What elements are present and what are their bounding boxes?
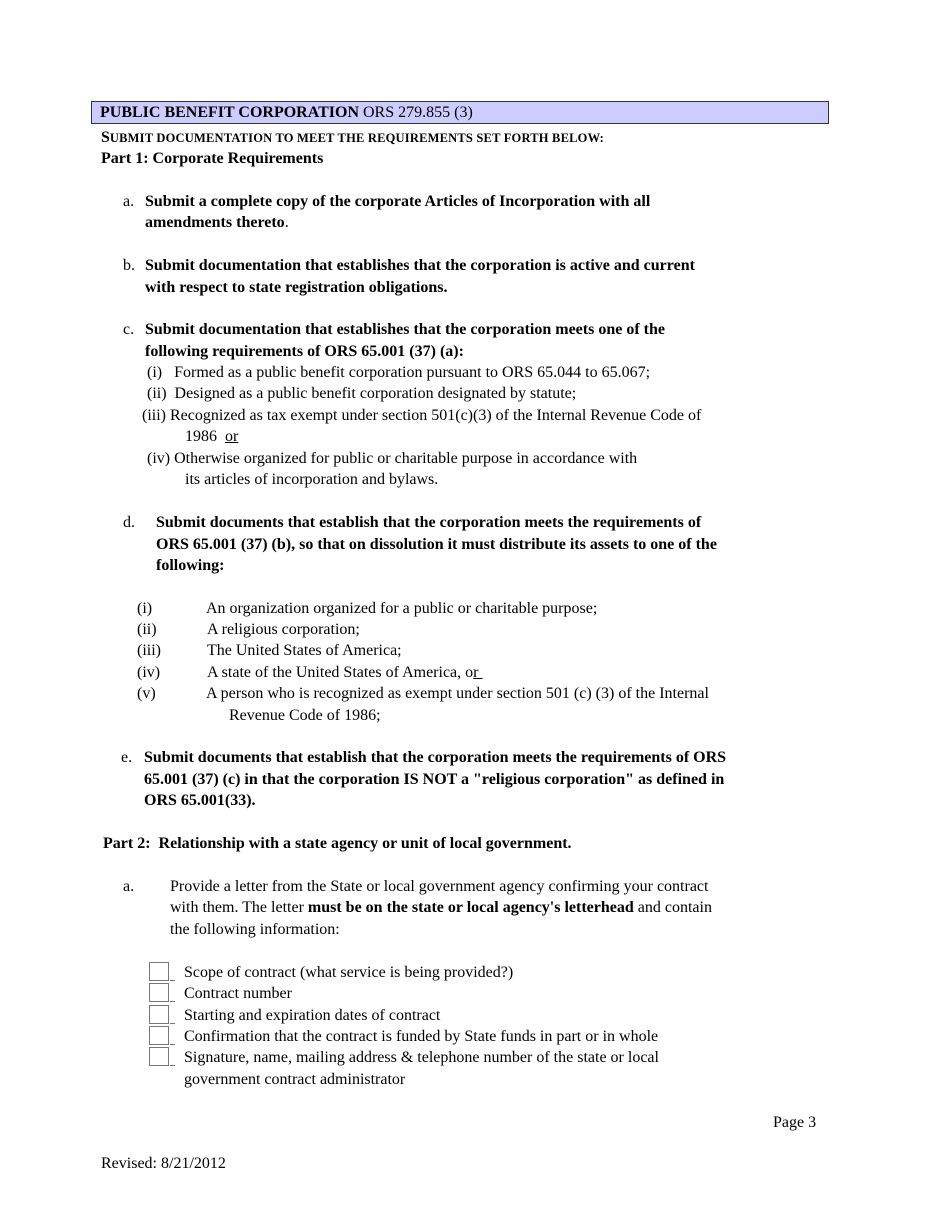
list-item-text: An organization organized for a public or charitable purpose; [206, 600, 598, 617]
item-b-line1: Submit documentation that establishes that the corporation is active and current [145, 257, 695, 274]
checklist-item-cont: government contract administrator [184, 1071, 406, 1088]
item-c-iii-cont: 1986 or [185, 428, 239, 445]
page-number: Page 3 [773, 1114, 817, 1131]
item-c-line1: Submit documentation that establishes that the corporation meets one of the [145, 321, 665, 338]
list-item-text: The United States of America; [207, 642, 402, 659]
item-c-iv-cont: its articles of incorporation and bylaws. [185, 471, 439, 488]
section-title: PUBLIC BENEFIT CORPORATION [100, 104, 359, 121]
list-item-number: (i) [137, 600, 153, 617]
part1-heading: Part 1: Corporate Requirements [101, 150, 324, 167]
item-c-iii: (iii) Recognized as tax exempt under section 501(c)(3) of the Internal Revenue Code of [142, 407, 702, 424]
item-a-line2: amendments thereto. [145, 214, 289, 231]
item-c-line2: following requirements of ORS 65.001 (37) (a): [145, 343, 464, 360]
item-e-line3: ORS 65.001(33). [144, 792, 256, 809]
item-d-line2: ORS 65.001 (37) (b), so that on dissolution it must distribute its assets to one of the [156, 536, 717, 553]
item-a-marker: a. [123, 193, 135, 210]
item-b-line2: with respect to state registration obligations. [145, 279, 448, 296]
list-item-text-cont: Revenue Code of 1986; [229, 707, 381, 724]
item-d-line3: following: [156, 557, 225, 574]
checklist-item: Signature, name, mailing address & telephone number of the state or local [184, 1049, 659, 1066]
list-item-number: (ii) [137, 621, 157, 638]
checkbox[interactable] [149, 1005, 169, 1024]
item-c-iv: (iv) Otherwise organized for public or charitable purpose in accordance with [147, 450, 638, 467]
item-e-line1: Submit documents that establish that the corporation meets the requirements of ORS [144, 749, 727, 766]
item-c-i: (i) Formed as a public benefit corporation pursuant to ORS 65.044 to 65.067; [147, 364, 651, 381]
section-header [91, 101, 829, 124]
part2-item-a-line3: the following information: [170, 921, 340, 938]
list-item-text: A person who is recognized as exempt under section 501 (c) (3) of the Internal [206, 685, 709, 702]
item-d-line1: Submit documents that establish that the corporation meets the requirements of [156, 514, 702, 531]
part2-item-a-line2: with them. The letter must be on the state or local agency's letterhead and contain [170, 899, 712, 916]
revised-date: Revised: 8/21/2012 [101, 1155, 226, 1172]
part2-heading: Part 2: Relationship with a state agency or unit of local government. [103, 835, 572, 852]
part2-item-a-line1: Provide a letter from the State or local government agency confirming your contract [170, 878, 709, 895]
checkbox[interactable] [149, 962, 169, 981]
item-c-ii: (ii) Designed as a public benefit corporation designated by statute; [147, 385, 577, 402]
item-e-line2: 65.001 (37) (c) in that the corporation IS NOT a "religious corporation" as defined in [144, 771, 725, 788]
checklist-item: Scope of contract (what service is being provided?) [184, 964, 514, 981]
item-a-line1: Submit a complete copy of the corporate Articles of Incorporation with all [145, 193, 651, 210]
item-b-marker: b. [123, 257, 135, 274]
checkbox[interactable] [149, 1026, 169, 1045]
list-item-number: (v) [137, 685, 156, 702]
list-item-text: A state of the United States of America, or [207, 664, 483, 681]
checklist-item: Contract number [184, 985, 292, 1002]
checkbox[interactable] [149, 983, 169, 1002]
list-item-text: A religious corporation; [207, 621, 360, 638]
item-c-marker: c. [123, 321, 135, 338]
part2-item-a-marker: a. [123, 878, 135, 895]
list-item-number: (iii) [137, 642, 161, 659]
instructions-heading: SUBMIT DOCUMENTATION TO MEET THE REQUIREMENTS SET FORTH BELOW: [101, 129, 604, 146]
item-e-marker: e. [121, 749, 133, 766]
checklist-item: Starting and expiration dates of contract [184, 1007, 441, 1024]
checklist-item: Confirmation that the contract is funded by State funds in part or in whole [184, 1028, 659, 1045]
checkbox[interactable] [149, 1047, 169, 1066]
section-statute: ORS 279.855 (3) [359, 104, 473, 121]
list-item-number: (iv) [137, 664, 161, 681]
item-d-marker: d. [123, 514, 135, 531]
